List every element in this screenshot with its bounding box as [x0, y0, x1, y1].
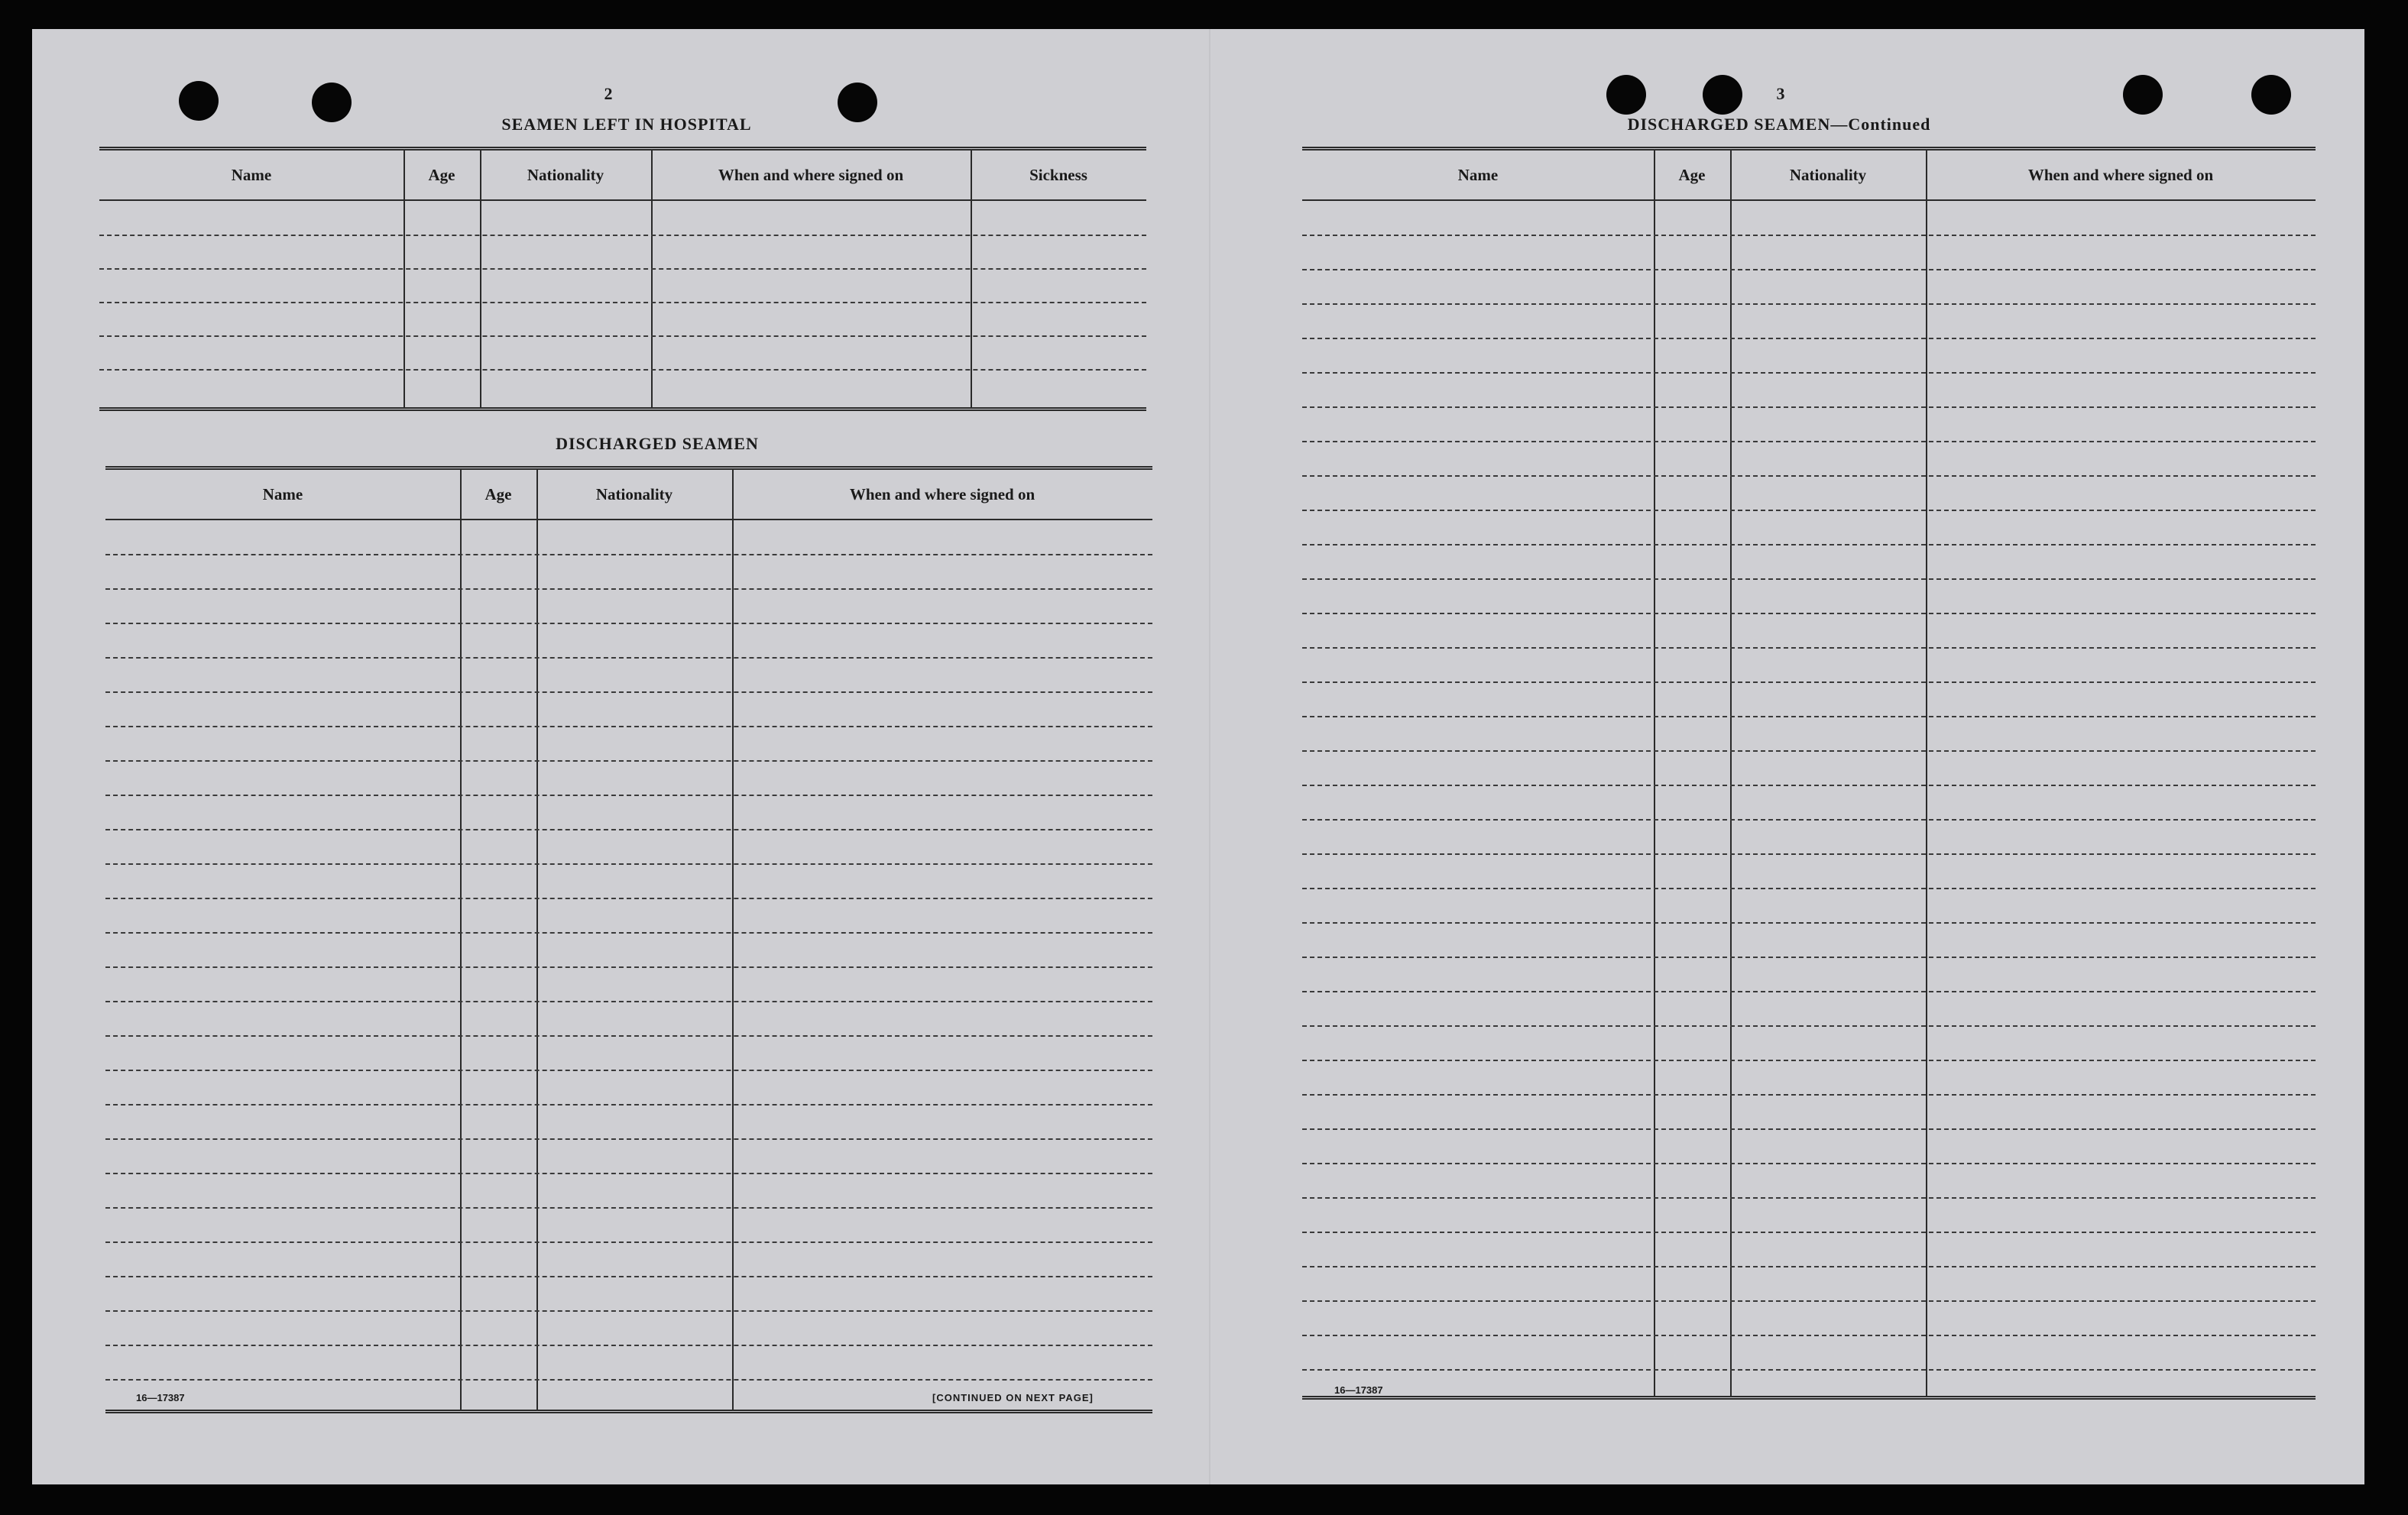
entry-row-line [105, 795, 1152, 796]
entry-row-line [1302, 750, 2316, 752]
column-header-age: Age [1678, 165, 1706, 184]
entry-row-line [1302, 441, 2316, 442]
entry-row-line [105, 1104, 1152, 1105]
entry-row-line [1302, 1128, 2316, 1130]
entry-row-line [105, 760, 1152, 762]
left-page [32, 29, 1209, 1484]
entry-row-line [1302, 372, 2316, 374]
entry-row-line [1302, 269, 2316, 270]
entry-row-line [105, 898, 1152, 899]
header-rule [1302, 199, 2316, 201]
entry-row-line [1302, 1197, 2316, 1199]
entry-row-line [1302, 303, 2316, 305]
form-code: 16—17387 [1334, 1384, 1383, 1396]
punch-hole [2123, 75, 2163, 115]
entry-row-line [1302, 1232, 2316, 1233]
entry-row-line [105, 1001, 1152, 1002]
column-header-signed-on: When and where signed on [2027, 165, 2214, 184]
column-header-name: Name [262, 484, 303, 503]
entry-row-line [1302, 853, 2316, 855]
entry-row-line [1302, 819, 2316, 821]
column-divider [460, 470, 462, 1410]
entry-row-line [105, 1035, 1152, 1037]
column-header-nationality: Nationality [527, 165, 604, 184]
entry-row-line [1302, 957, 2316, 958]
discharged-continued-table [1302, 147, 2316, 1400]
page-number: 3 [1776, 84, 1785, 103]
entry-row-line [105, 829, 1152, 830]
entry-row-line [1302, 510, 2316, 511]
column-header-signed-on: When and where signed on [849, 484, 1035, 503]
punch-hole [179, 81, 219, 121]
entry-row-line [1302, 1163, 2316, 1164]
header-rule [105, 519, 1152, 520]
hospital-table [99, 147, 1146, 411]
entry-row-line [105, 966, 1152, 968]
entry-row-line [1302, 1060, 2316, 1061]
column-header-name: Name [1457, 165, 1499, 184]
entry-row-line [1302, 1335, 2316, 1336]
right-page [1209, 29, 2366, 1484]
entry-row-line [99, 369, 1146, 371]
entry-row-line [105, 1207, 1152, 1209]
document-sheet [32, 29, 2364, 1484]
entry-row-line [1302, 647, 2316, 649]
column-header-age: Age [485, 484, 512, 503]
entry-row-line [1302, 578, 2316, 580]
column-divider [536, 470, 538, 1410]
column-header-nationality: Nationality [1789, 165, 1867, 184]
column-header-nationality: Nationality [595, 484, 673, 503]
punch-hole [1606, 75, 1646, 115]
entry-row-line [1302, 1266, 2316, 1267]
entry-row-line [105, 623, 1152, 624]
entry-row-line [105, 1310, 1152, 1312]
entry-row-line [105, 1241, 1152, 1243]
entry-row-line [105, 691, 1152, 693]
discharged-table [105, 466, 1152, 1413]
punch-hole [1703, 75, 1742, 115]
entry-row-line [105, 1345, 1152, 1346]
column-divider [732, 470, 734, 1410]
entry-row-line [105, 1276, 1152, 1277]
entry-row-line [99, 335, 1146, 337]
entry-row-line [1302, 544, 2316, 545]
entry-row-line [99, 268, 1146, 270]
entry-row-line [105, 863, 1152, 865]
entry-row-line [1302, 991, 2316, 992]
entry-row-line [1302, 406, 2316, 408]
discharged-continued-title: DISCHARGED SEAMEN—Continued [1627, 115, 1931, 134]
entry-row-line [1302, 1369, 2316, 1371]
entry-row-line [1302, 613, 2316, 614]
column-header-signed-on: When and where signed on [718, 165, 904, 184]
entry-row-line [1302, 1025, 2316, 1027]
entry-row-line [105, 932, 1152, 934]
entry-row-line [1302, 235, 2316, 236]
entry-row-line [105, 588, 1152, 590]
entry-row-line [99, 235, 1146, 236]
form-code: 16—17387 [136, 1392, 185, 1403]
entry-row-line [105, 657, 1152, 659]
discharged-section-title: DISCHARGED SEAMEN [556, 434, 759, 453]
punch-hole [312, 83, 352, 122]
entry-row-line [105, 1173, 1152, 1174]
header-rule [99, 199, 1146, 201]
entry-row-line [1302, 1300, 2316, 1302]
entry-row-line [1302, 785, 2316, 786]
entry-row-line [105, 554, 1152, 555]
entry-row-line [1302, 475, 2316, 477]
entry-row-line [99, 302, 1146, 303]
entry-row-line [105, 726, 1152, 727]
hospital-section-title: SEAMEN LEFT IN HOSPITAL [501, 115, 752, 134]
punch-hole [2251, 75, 2291, 115]
entry-row-line [1302, 681, 2316, 683]
punch-hole [838, 83, 877, 122]
column-header-sickness: Sickness [1029, 165, 1087, 184]
entry-row-line [105, 1379, 1152, 1381]
entry-row-line [1302, 922, 2316, 924]
entry-row-line [105, 1138, 1152, 1140]
entry-row-line [1302, 338, 2316, 339]
column-header-name: Name [231, 165, 272, 184]
entry-row-line [1302, 716, 2316, 717]
continued-note: [CONTINUED ON NEXT PAGE] [932, 1392, 1094, 1403]
page-number: 2 [604, 84, 613, 103]
entry-row-line [105, 1070, 1152, 1071]
entry-row-line [1302, 1094, 2316, 1096]
entry-row-line [1302, 888, 2316, 889]
column-header-age: Age [428, 165, 455, 184]
